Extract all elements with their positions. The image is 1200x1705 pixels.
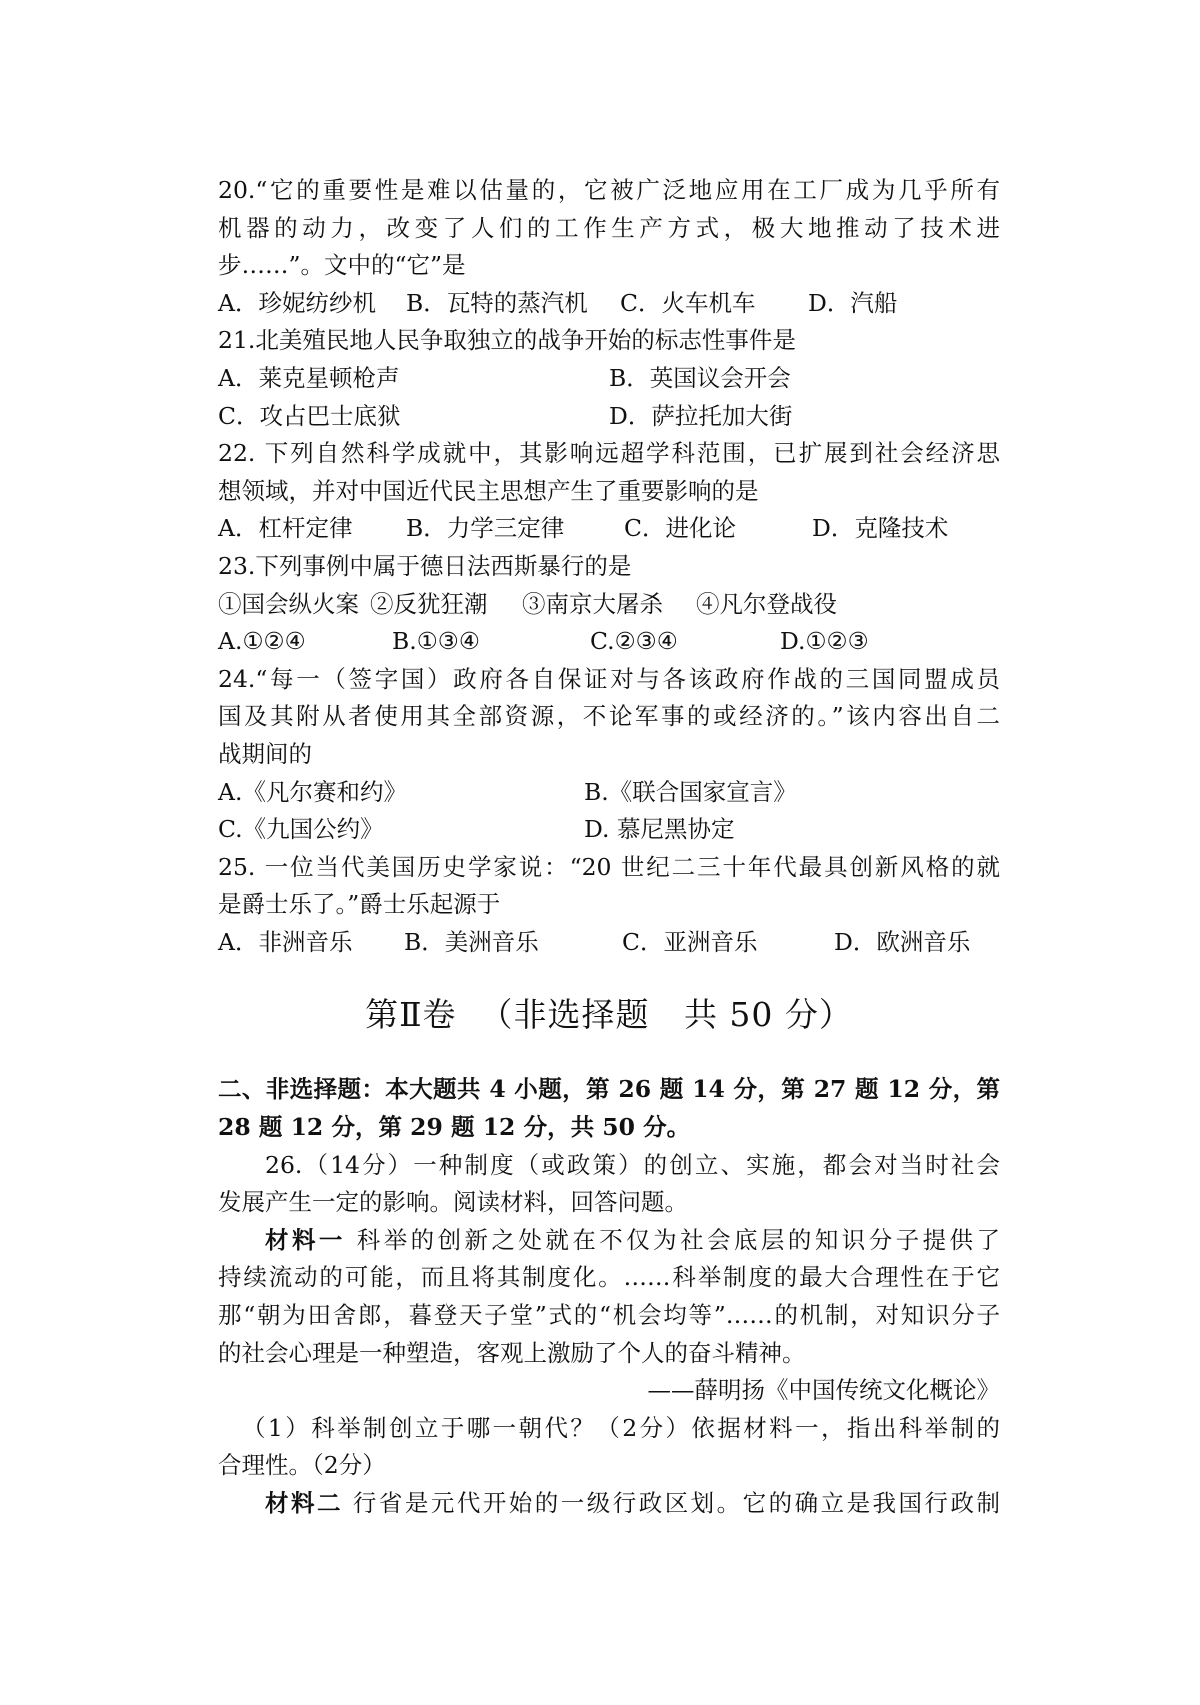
item-4: ④凡尔登战役 [696,589,837,618]
option-d: D．萨拉托加大街 [609,401,793,430]
question-21-options-row-2 [218,398,1000,436]
option-d: D．汽船 [808,288,898,317]
question-25 [218,849,1000,962]
option-a: A.①②④ [218,627,306,656]
question-26 [218,1147,1000,1523]
question-24 [218,661,1000,849]
section-2-title: 第Ⅱ卷 （非选择题 共 50 分） [365,995,853,1035]
material-1-line-1 [218,1222,1000,1260]
option-d: D．克隆技术 [812,514,949,543]
option-a: A．非洲音乐 [218,927,353,956]
option-b: B．美洲音乐 [404,927,539,956]
question-20-line-1: 20.“它的重要性是难以估量的，它被广泛地应用在工厂成为几乎所有 [218,176,1000,204]
question-26-sub-1-line-1: （1）科举制创立于哪一朝代？（2分）依据材料一，指出科举制的 [242,1413,1000,1442]
option-a: A．珍妮纺纱机 [218,288,376,317]
question-25-line-1: 25. 一位当代美国历史学家说：“20 世纪二三十年代最具创新风格的就 [218,852,1000,881]
material-1-label: 材料一 [265,1225,346,1254]
option-d: D.①②③ [780,627,869,656]
question-23-items [218,586,1000,624]
option-d: D. 慕尼黑协定 [584,815,735,844]
question-22 [218,435,1000,548]
option-b: B．力学三定律 [406,514,565,543]
material-1-text-1: 科举的创新之处就在不仅为社会底层的知识分子提供了 [345,1225,1000,1254]
instruction-line-1: 二、非选择题：本大题共 4 小题，第 26 题 14 分，第 27 题 12 分，第 [218,1075,1000,1104]
instruction-line-2: 28 题 12 分，第 29 题 12 分，共 50 分。 [218,1113,691,1142]
option-c: C．攻占巴士底狱 [218,401,401,430]
question-24-line-3: 战期间的 [218,739,312,768]
question-23-stem: 23.下列事例中属于德日法西斯暴行的是 [218,551,632,580]
question-25-line-2: 是爵士乐了。”爵士乐起源于 [218,890,501,919]
question-24-options-row-2 [218,811,1000,849]
option-c: C．亚洲音乐 [622,927,758,956]
question-26-sub-1-line-2: 合理性。（2分） [218,1451,386,1480]
option-c: C．进化论 [624,514,736,543]
question-21 [218,322,1000,435]
question-25-options [218,924,1000,962]
option-b: B.①③④ [392,627,480,656]
question-22-line-2: 想领域，并对中国近代民主思想产生了重要影响的是 [218,476,759,505]
material-1-line-2: 持续流动的可能，而且将其制度化。……科举制度的最大合理性在于它 [218,1263,1000,1292]
question-22-options [218,510,1000,548]
item-2: ②反犹狂潮 [370,589,488,618]
question-20-line-2: 机器的动力，改变了人们的工作生产方式，极大地推动了技术进 [218,213,1000,242]
material-2-line-1 [218,1485,1000,1523]
question-24-line-2: 国及其附从者使用其全部资源，不论军事的或经济的。”该内容出自二 [218,702,1000,731]
option-b: B.《联合国家宣言》 [584,777,797,806]
option-c: C．火车机车 [620,288,756,317]
material-2-label: 材料二 [265,1489,343,1517]
question-24-line-1: 24.“每一（签字国）政府各自保证对与各该政府作战的三国同盟成员 [218,664,1000,693]
option-a: A.《凡尔赛和约》 [218,777,407,806]
question-20-line-3: 步……”。文中的“它”是 [218,251,466,280]
option-a: A．杠杆定律 [218,514,353,543]
material-2-text: 行省是元代开始的一级行政区划。它的确立是我国行政制 [342,1489,1000,1517]
question-23-options [218,623,1000,661]
question-20 [218,172,1000,322]
option-b: B．英国议会开会 [609,363,791,392]
question-22-line-1: 22. 下列自然科学成就中，其影响远超学科范围，已扩展到社会经济思 [218,439,1000,468]
question-21-options-row-1 [218,360,1000,398]
material-1-source: ——薛明扬《中国传统文化概论》 [647,1376,1000,1405]
question-26-intro-line-1: 26.（14分）一种制度（或政策）的创立、实施，都会对当时社会 [265,1150,1000,1179]
item-1: ①国会纵火案 [218,589,359,618]
option-b: B．瓦特的蒸汽机 [406,288,588,317]
exam-page [218,172,1000,1523]
option-d: D．欧洲音乐 [834,927,971,956]
question-20-options [218,285,1000,323]
question-21-stem: 21.北美殖民地人民争取独立的战争开始的标志性事件是 [218,326,796,355]
section-2-instruction [218,1071,1000,1146]
option-a: A．莱克星顿枪声 [218,363,400,392]
material-1-line-3: 那“朝为田舍郎，暮登天子堂”式的“机会均等”……的机制，对知识分子 [218,1301,1000,1330]
question-23 [218,548,1000,661]
option-c: C.②③④ [590,627,678,656]
question-26-intro-line-2: 发展产生一定的影响。阅读材料，回答问题。 [218,1188,688,1217]
material-1 [218,1222,1000,1410]
material-1-line-4: 的社会心理是一种塑造，客观上激励了个人的奋斗精神。 [218,1338,806,1367]
item-3: ③南京大屠杀 [522,589,663,618]
question-24-options-row-1 [218,774,1000,812]
option-c: C.《九国公约》 [218,815,384,844]
